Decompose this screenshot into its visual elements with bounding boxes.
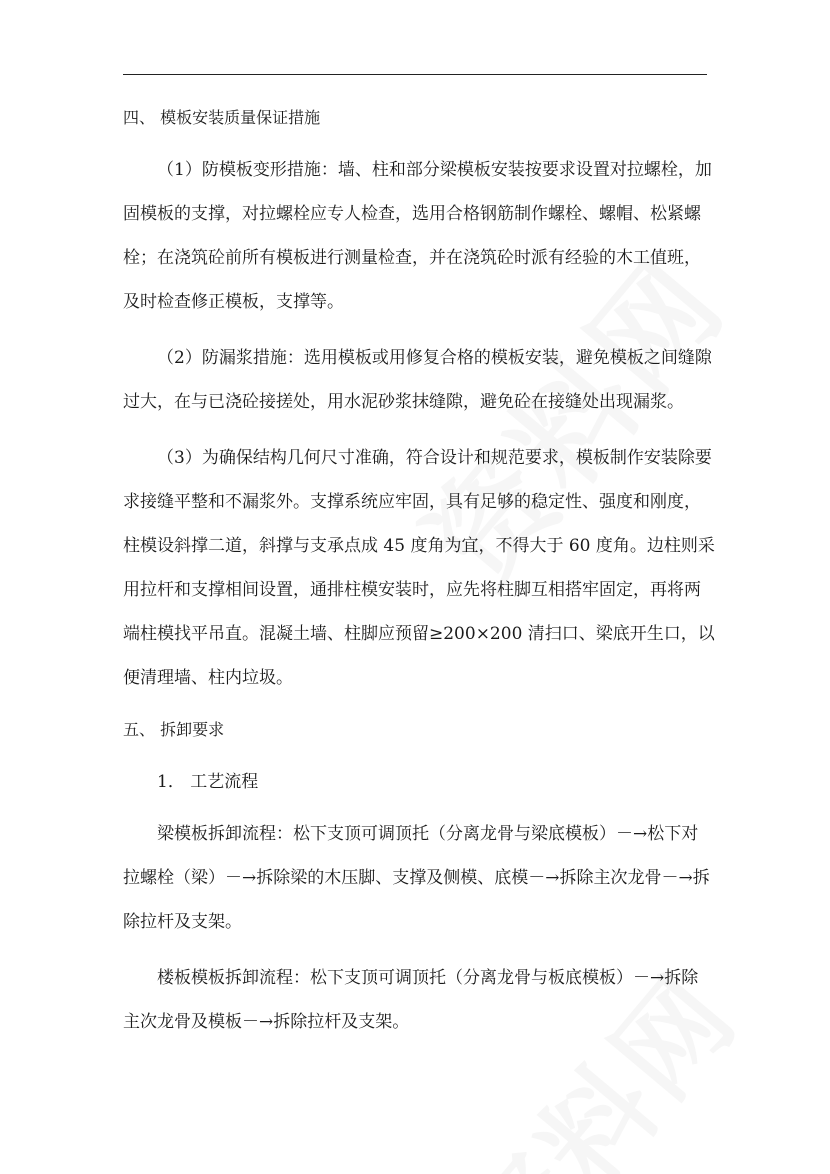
paragraph-line: 主次龙骨及模板－→拆除拉杆及支架。 bbox=[123, 1012, 410, 1032]
paragraph-line: 用拉杆和支撑相间设置，通排柱模安装时，应先将柱脚互相搭牢固定，再将两 bbox=[123, 580, 701, 600]
paragraph-line: 柱模设斜撑二道，斜撑与支承点成 45 度角为宜，不得大于 60 度角。边柱则采 bbox=[123, 536, 715, 556]
paragraph-line: 拉螺栓（梁）－→拆除梁的木压脚、支撑及侧模、底模－→拆除主次龙骨－→拆 bbox=[123, 868, 710, 888]
section-heading-4: 四、 模板安装质量保证措施 bbox=[123, 108, 321, 127]
paragraph-dimension bbox=[123, 436, 713, 700]
paragraph-line: 及时检查修正模板，支撑等。 bbox=[123, 292, 344, 312]
paragraph-line: 除拉杆及支架。 bbox=[123, 912, 242, 932]
header-rule bbox=[123, 74, 707, 75]
paragraph-beam-removal bbox=[123, 812, 713, 944]
paragraph-line: 楼板模板拆卸流程：松下支顶可调顶托（分离龙骨与板底模板）－→拆除 bbox=[157, 968, 699, 988]
paragraph-line: 求接缝平整和不漏浆外。支撑系统应牢固，具有足够的稳定性、强度和刚度， bbox=[123, 492, 701, 512]
paragraph-line: （1）防模板变形措施：墙、柱和部分梁模板安装按要求设置对拉螺栓，加 bbox=[157, 160, 712, 180]
paragraph-line: 栓；在浇筑砼前所有模板进行测量检查，并在浇筑砼时派有经验的木工值班， bbox=[123, 248, 701, 268]
paragraph-line: （3）为确保结构几何尺寸准确，符合设计和规范要求，模板制作安装除要 bbox=[157, 448, 712, 468]
paragraph-leakage bbox=[123, 336, 713, 424]
paragraph-slab-removal bbox=[123, 956, 713, 1044]
paragraph-line: 固模板的支撑，对拉螺栓应专人检查，选用合格钢筋制作螺栓、螺帽、松紧螺 bbox=[123, 204, 701, 224]
subsection-heading: 1． 工艺流程 bbox=[157, 772, 259, 792]
section-heading-5: 五、 拆卸要求 bbox=[123, 720, 225, 739]
paragraph-line: （2）防漏浆措施：选用模板或用修复合格的模板安装，避免模板之间缝隙 bbox=[157, 348, 712, 368]
paragraph-line: 过大，在与已浇砼接搓处，用水泥砂浆抹缝隙，避免砼在接缝处出现漏浆。 bbox=[123, 392, 684, 412]
document-body bbox=[123, 96, 713, 1044]
paragraph-line: 端柱模找平吊直。混凝土墙、柱脚应预留≥200×200 清扫口、梁底开生口，以 bbox=[123, 624, 715, 644]
paragraph-line: 便清理墙、柱内垃圾。 bbox=[123, 668, 293, 688]
paragraph-deformation bbox=[123, 148, 713, 324]
paragraph-line: 梁模板拆卸流程：松下支顶可调顶托（分离龙骨与梁底模板）－→松下对 bbox=[157, 824, 699, 844]
